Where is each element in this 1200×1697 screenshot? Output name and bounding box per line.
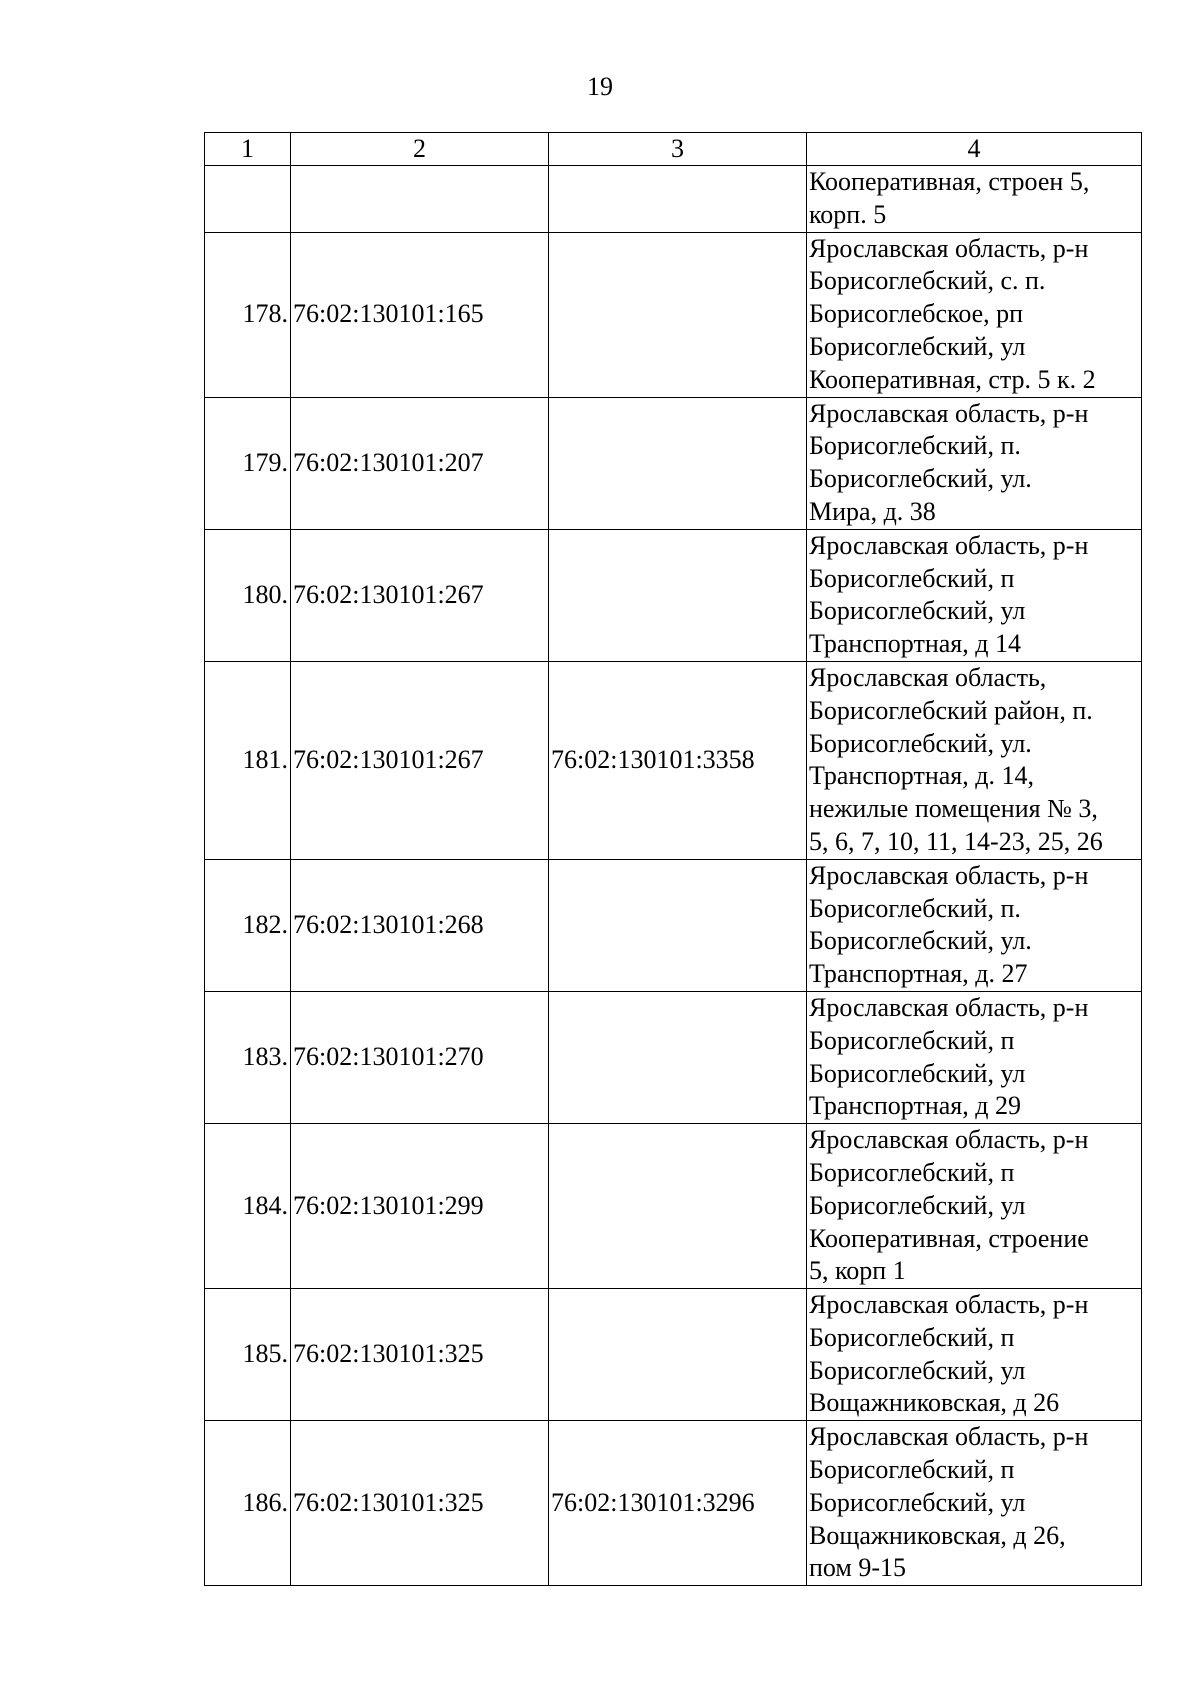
address-line: Ярославская область, р-н [809,992,1089,1022]
object-cadastral-number [549,529,807,661]
column-header-2: 2 [291,133,549,166]
table-row [205,397,1142,529]
column-header-1: 1 [205,133,291,166]
column-header-3: 3 [549,133,807,166]
cadastral-number: 76:02:130101:299 [291,1124,549,1289]
address-line: Борисоглебский, п [809,563,1015,593]
table-row [205,1421,1142,1586]
row-number: 180. [205,529,291,661]
object-cadastral-number [549,232,807,397]
address-line: Ярославская область, р-н [809,1422,1089,1452]
property-table [204,132,1142,1586]
address-line: 5, корп 1 [809,1256,906,1286]
address-line: Ярославская область, р-н [809,233,1089,263]
address-line: Ярославская область, р-н [809,398,1089,428]
address-line: Мира, д. 38 [809,496,936,526]
address-line: нежилые помещения № 3, [809,794,1098,824]
address-line: Борисоглебский, с. п. [809,266,1046,296]
address-line: Борисоглебский, ул. [809,728,1032,758]
address-line: Борисоглебский, п [809,1455,1015,1485]
object-cadastral-number [549,1289,807,1421]
address-line: Ярославская область, р-н [809,1125,1089,1155]
address-line: Борисоглебский, ул [809,1058,1026,1088]
address-line: Кооперативная, стр. 5 к. 2 [809,364,1096,394]
address-line: Кооперативная, строен 5, [809,167,1090,196]
row-number: 182. [205,859,291,991]
address [807,1421,1142,1586]
address-line: Ярославская область, р-н [809,530,1089,560]
address-line: Кооперативная, строение [809,1223,1089,1253]
cadastral-number: 76:02:130101:267 [291,661,549,859]
object-cadastral-number [549,859,807,991]
address-line: Борисоглебский, ул [809,1355,1026,1385]
table-row [205,1289,1142,1421]
row-number: 184. [205,1124,291,1289]
table-row [205,1124,1142,1289]
object-cadastral-number [549,166,807,233]
table-row [205,529,1142,661]
address-line: Борисоглебский, п. [809,431,1021,461]
row-number: 181. [205,661,291,859]
address [807,397,1142,529]
page-number: 19 [587,72,613,101]
address-line: пом 9-15 [809,1553,907,1583]
table-row [205,859,1142,991]
address-line: Борисоглебский район, п. [809,695,1093,725]
cadastral-number: 76:02:130101:268 [291,859,549,991]
cadastral-number: 76:02:130101:270 [291,991,549,1123]
address-line: Транспортная, д 29 [809,1091,1021,1121]
row-number: 183. [205,991,291,1123]
address-line: Борисоглебский, п [809,1322,1015,1352]
cadastral-number [291,166,549,233]
cadastral-number: 76:02:130101:165 [291,232,549,397]
object-cadastral-number [549,991,807,1123]
address-line: Борисоглебский, п [809,1025,1015,1055]
row-number [205,166,291,233]
address-line: корп. 5 [809,199,887,229]
address-line: Борисоглебский, ул [809,331,1026,361]
row-number: 186. [205,1421,291,1586]
table-header-row [205,133,1142,166]
table-row [205,232,1142,397]
address-line: Ярославская область, р-н [809,860,1089,890]
address-line: Борисоглебский, п [809,1157,1015,1187]
address [807,859,1142,991]
table-row [205,166,1142,233]
address [807,232,1142,397]
row-number: 178. [205,232,291,397]
address [807,166,1142,233]
cadastral-number: 76:02:130101:325 [291,1289,549,1421]
table-row [205,991,1142,1123]
address-line: Борисоглебский, ул [809,1487,1026,1517]
address-line: Вощажниковская, д 26 [809,1388,1060,1418]
address-line: Вощажниковская, д 26, [809,1520,1066,1550]
address-line: Борисоглебский, ул [809,1190,1026,1220]
address [807,1289,1142,1421]
cadastral-number: 76:02:130101:267 [291,529,549,661]
table-body [205,166,1142,1586]
address-line: Ярославская область, [809,662,1047,692]
address-line: Борисоглебское, рп [809,299,1024,329]
address-line: Ярославская область, р-н [809,1290,1089,1320]
address-line: 5, 6, 7, 10, 11, 14-23, 25, 26 [809,826,1103,856]
address-line: Борисоглебский, ул [809,596,1026,626]
address [807,661,1142,859]
object-cadastral-number [549,1124,807,1289]
address-line: Борисоглебский, ул. [809,464,1032,494]
address-line: Транспортная, д. 14, [809,761,1034,791]
cadastral-number: 76:02:130101:325 [291,1421,549,1586]
address-line: Транспортная, д 14 [809,629,1021,659]
address [807,529,1142,661]
object-cadastral-number: 76:02:130101:3358 [549,661,807,859]
object-cadastral-number [549,397,807,529]
row-number: 179. [205,397,291,529]
row-number: 185. [205,1289,291,1421]
table-row [205,661,1142,859]
cadastral-number: 76:02:130101:207 [291,397,549,529]
address-line: Борисоглебский, п. [809,893,1021,923]
address [807,991,1142,1123]
object-cadastral-number: 76:02:130101:3296 [549,1421,807,1586]
address-line: Борисоглебский, ул. [809,926,1032,956]
address-line: Транспортная, д. 27 [809,959,1028,989]
column-header-4: 4 [807,133,1142,166]
address [807,1124,1142,1289]
